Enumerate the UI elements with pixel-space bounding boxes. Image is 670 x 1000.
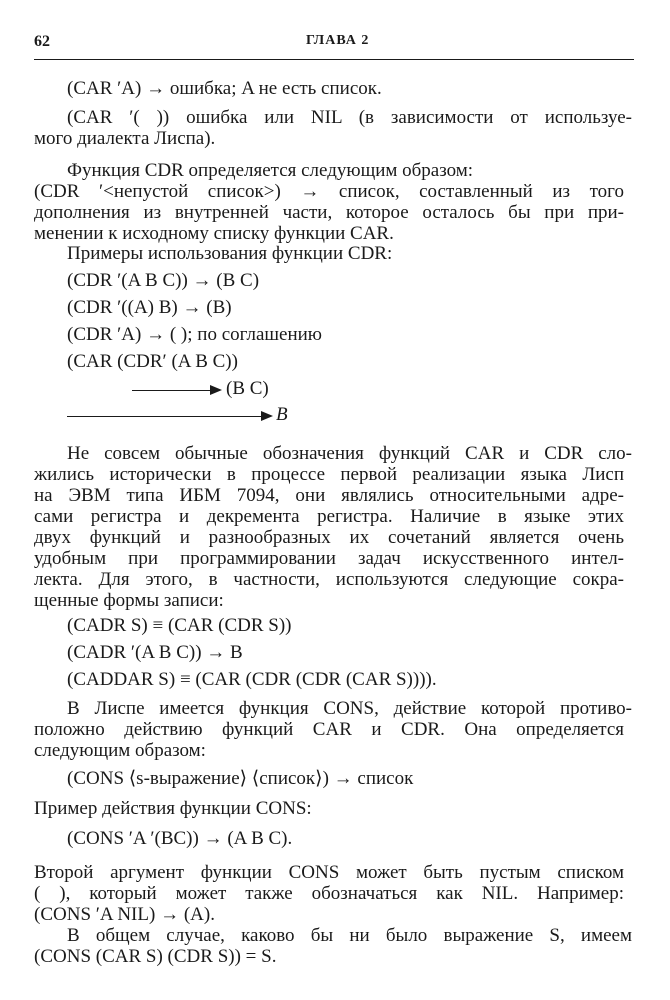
text-line: Примеры использования функции CDR: [67,243,393,264]
text-line: щенные формы записи: [34,590,224,611]
text-line: мого диалекта Лиспа). [34,128,216,149]
text-line: (CONS ′A NIL) → (A). [34,904,215,925]
text-line: удобным при программировании задач искусственного интел- [34,548,624,569]
text-line: лекта. Для этого, в частности, используются следующие сокра- [34,569,624,590]
long-arrow-shaft [67,416,263,417]
formula-line: (CDR ′(A B C)) → (B C) [67,270,260,291]
arrow-right-icon [261,411,273,421]
page-header [34,33,634,55]
arrow-result-bc: (B C) [226,378,269,399]
arrow-right-icon [210,385,222,395]
text-line: ( ), который может также обозначаться как NIL. Например: [34,883,624,904]
text-line: Функция CDR определяется следующим образом: [67,160,474,181]
page-number: 62 [34,33,50,50]
running-head: ГЛАВА 2 [306,33,370,48]
text-line: сами регистра и декремента регистра. Наличие в языке этих [34,506,624,527]
long-arrow-shaft [132,390,212,391]
text-line: следующим образом: [34,740,206,761]
formula-line: (CDR ′((A) B) → (B) [67,297,232,318]
text-line: (CDR ′<непустой список>) → список, составленный из того [34,181,624,202]
formula-line: (CAR (CDR′ (A B C)) [67,351,238,372]
arrow-result-b: B [276,404,288,425]
formula-line: (CADR ′(A B C)) → B [67,642,243,663]
text-line: менении к исходному списку функции CAR. [34,223,394,244]
text-line: Не совсем обычные обозначения функций CAR и CDR сло- [67,443,632,464]
text-line: положно действию функций CAR и CDR. Она определяется [34,719,624,740]
formula-line: (CONS ′A ′(BC)) → (A B C). [67,828,293,849]
formula-line: (CADDAR S) ≡ (CAR (CDR (CDR (CAR S)))). [67,669,437,690]
text-line: жились исторически в процессе первой реализации языка Лисп [34,464,624,485]
header-rule [34,59,634,60]
text-line: (CAR ′A) → ошибка; A не есть список. [67,78,382,99]
formula-line: (CONS ⟨s-выражение⟩ ⟨список⟩) → список [67,768,414,789]
text-line: В общем случае, каково бы ни было выражение S, имеем [67,925,632,946]
text-line: (CONS (CAR S) (CDR S)) = S. [34,946,277,967]
formula-line: (CADR S) ≡ (CAR (CDR S)) [67,615,292,636]
text-line: на ЭВМ типа ИБМ 7094, они являлись относительными адре- [34,485,624,506]
formula-line: (CDR ′A) → ( ); по соглашению [67,324,322,345]
text-line: (CAR ′( )) ошибка или NIL (в зависимости от используе- [67,107,632,128]
text-line: двух функций и разнообразных их сочетаний является очень [34,527,624,548]
text-line: Второй аргумент функции CONS может быть пустым списком [34,862,624,883]
text-line: Пример действия функции CONS: [34,798,312,819]
text-line: В Лиспе имеется функция CONS, действие которой противо- [67,698,632,719]
text-line: дополнения из внутренней части, которое осталось бы при при- [34,202,624,223]
